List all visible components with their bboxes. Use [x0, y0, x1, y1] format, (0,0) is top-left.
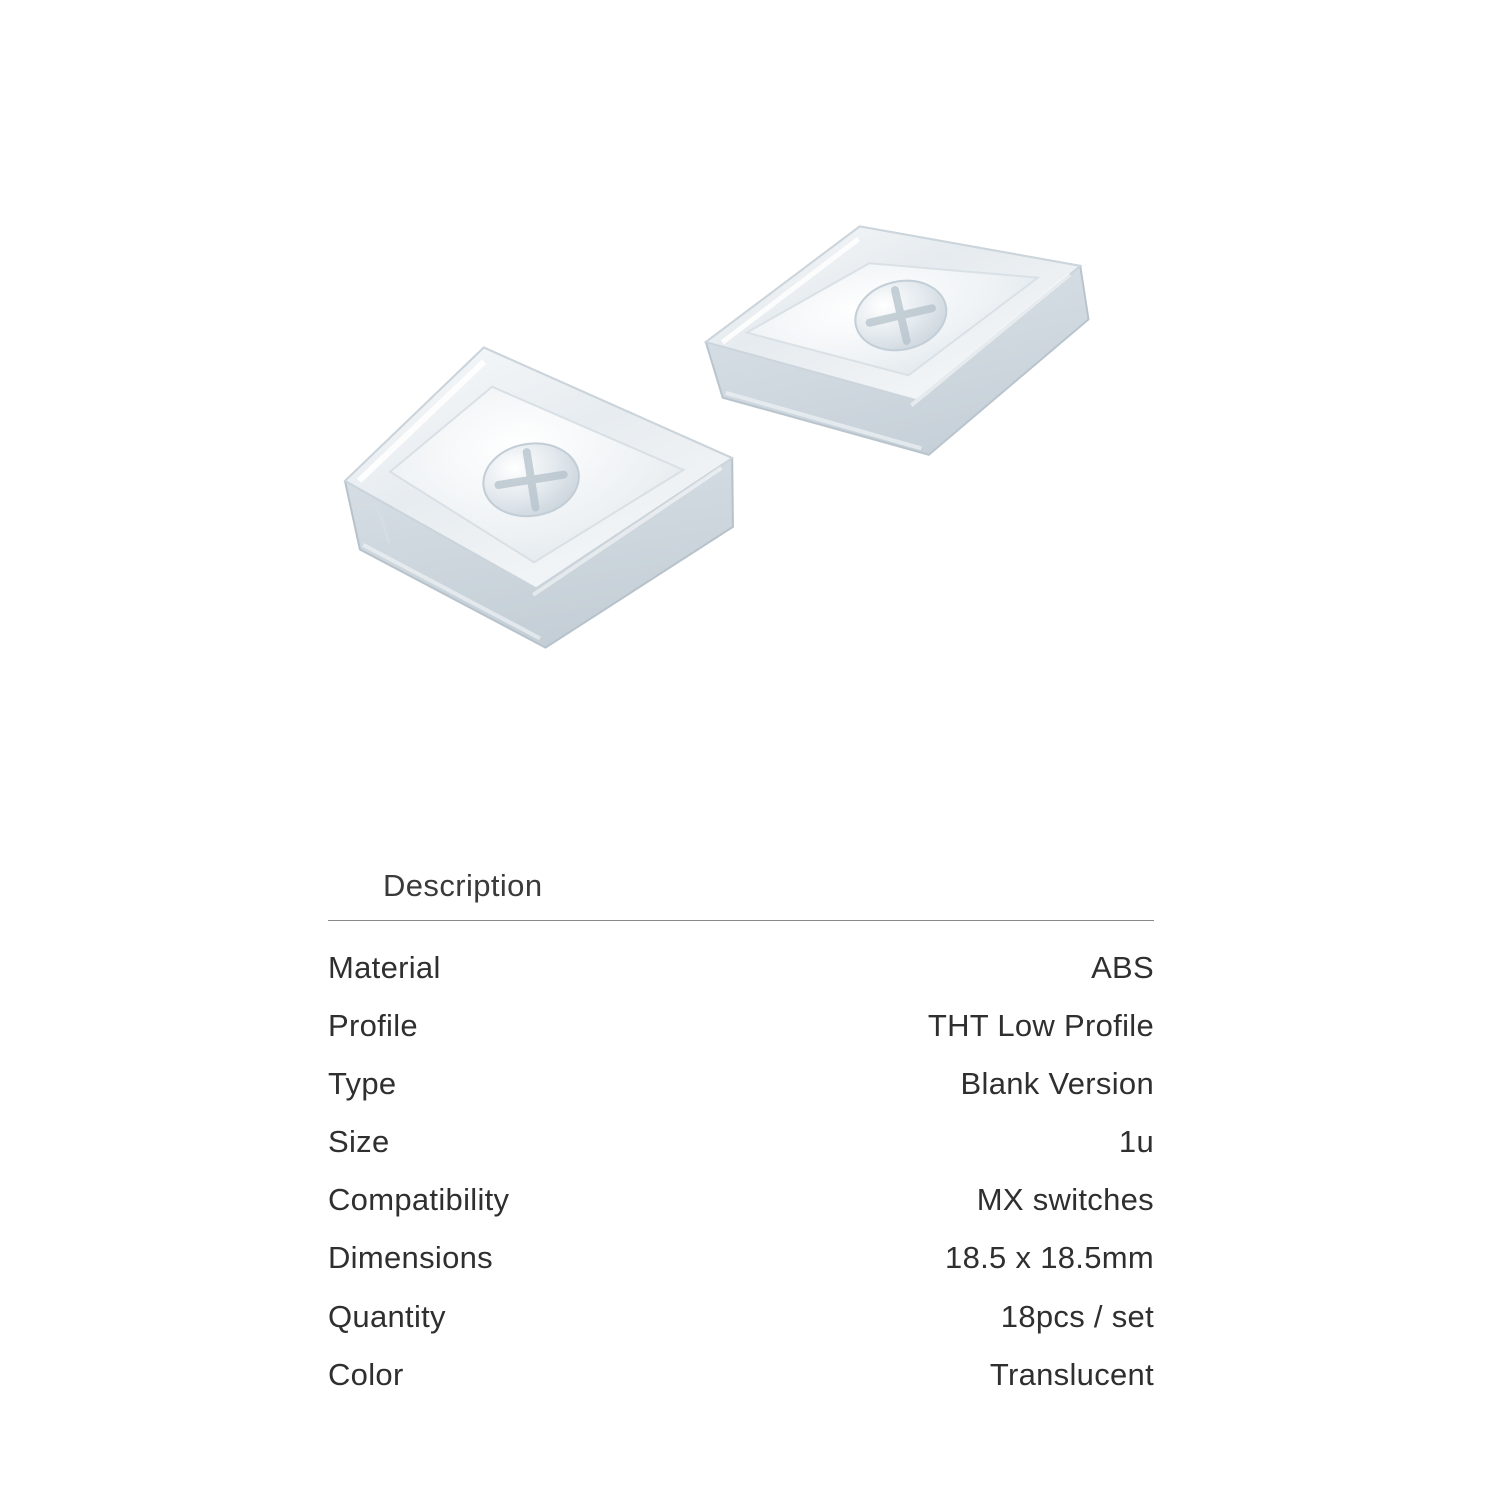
spec-value-size: 1u	[1118, 1124, 1154, 1160]
table-row	[328, 1055, 1154, 1113]
spec-label-compatibility: Compatibility	[328, 1182, 510, 1218]
spec-value-dimensions: 18.5 x 18.5mm	[945, 1240, 1154, 1276]
table-row	[328, 1171, 1154, 1229]
table-row	[328, 1346, 1154, 1404]
spec-label-color: Color	[328, 1356, 404, 1392]
table-row	[328, 939, 1154, 997]
title-divider	[328, 920, 1154, 921]
spec-label-material: Material	[328, 950, 441, 985]
description-section	[328, 868, 1154, 1404]
keycap-front-left	[313, 290, 777, 729]
spec-value-material: ABS	[1091, 950, 1154, 985]
table-row	[328, 1229, 1154, 1287]
spec-value-color: Translucent	[989, 1356, 1154, 1392]
spec-value-profile: THT Low Profile	[927, 1008, 1154, 1044]
spec-table	[328, 939, 1154, 1404]
spec-value-type: Blank Version	[960, 1066, 1154, 1102]
spec-value-quantity: 18pcs / set	[1000, 1298, 1154, 1334]
spec-label-size: Size	[328, 1124, 390, 1160]
table-row	[328, 1113, 1154, 1171]
table-row	[328, 997, 1154, 1055]
spec-label-quantity: Quantity	[328, 1298, 446, 1334]
spec-label-type: Type	[328, 1066, 397, 1102]
description-title: Description	[383, 868, 543, 903]
spec-label-dimensions: Dimensions	[328, 1240, 493, 1276]
spec-value-compatibility: MX switches	[976, 1182, 1154, 1218]
spec-label-profile: Profile	[328, 1008, 418, 1044]
table-row	[328, 1288, 1154, 1346]
